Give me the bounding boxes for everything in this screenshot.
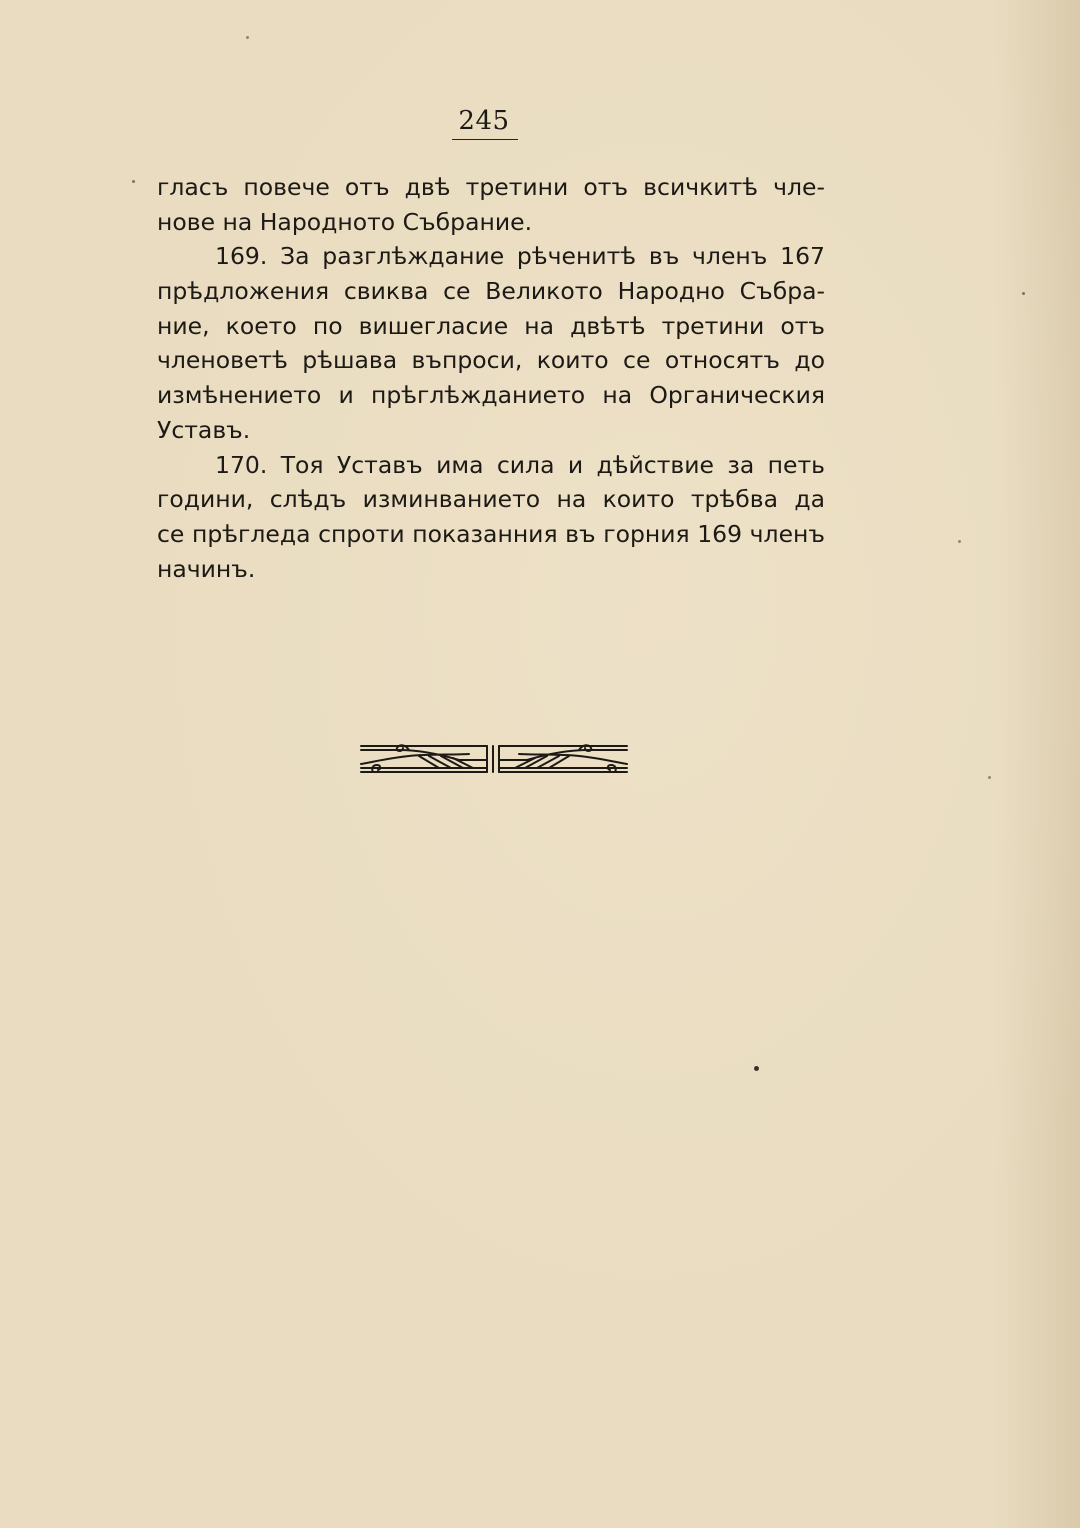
paper-speck [132, 180, 135, 183]
text-line: 169. За разглѣждание рѣченитѣ въ членъ 167 [215, 242, 825, 271]
text-line: години, слѣдъ изминванието на които трѣбва да [157, 485, 825, 514]
text-line: гласъ повече отъ двѣ третини отъ всичкитѣ чле- [157, 173, 825, 201]
text-line: начинъ. [157, 554, 256, 583]
text-line: Уставъ. [157, 415, 251, 444]
text-line: измѣнението и прѣглѣжданието на Органическия [157, 381, 825, 410]
text-line: 170. Тоя Уставъ има сила и дѣйствие за петь [215, 450, 825, 479]
text-line: прѣдложения свиква се Великото Народно Събра- [157, 277, 825, 306]
text-block [157, 170, 825, 586]
paper-speck [958, 540, 961, 543]
paper-speck [1022, 292, 1025, 295]
page-number: 245 [458, 106, 510, 136]
page-number-rule [452, 139, 518, 140]
text-line: се прѣгледа спроти показанния въ горния 169 членъ [157, 519, 825, 548]
text-line: ние, което по вишегласие на двѣтѣ третини отъ [157, 311, 825, 340]
art-nouveau-tailpiece-ornament-icon [359, 738, 629, 776]
text-line: нове на Народното Събрание. [157, 207, 533, 236]
paper-speck [754, 1066, 759, 1071]
paper-speck [988, 776, 991, 779]
text-line: членоветѣ рѣшава въпроси, които се относятъ до [157, 346, 825, 375]
paper-speck [246, 36, 249, 39]
